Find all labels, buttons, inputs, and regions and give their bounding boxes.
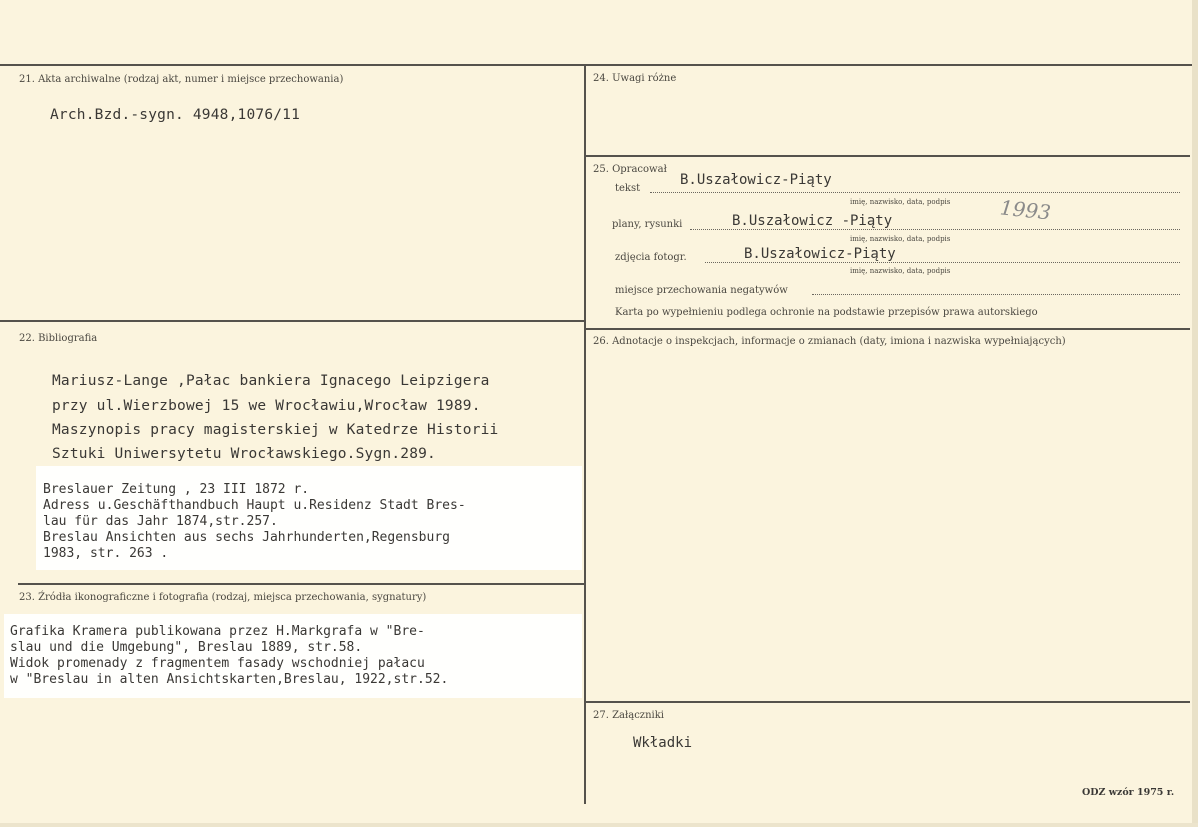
bibliography-line-3: Maszynopis pracy magisterskiej w Katedrze Historii [52,422,499,438]
iconography-line-4: w "Breslau in alten Ansichtskarten,Breslau, 1922,str.52. [10,672,449,687]
divider-24-25 [586,155,1190,157]
pasted-bib-line-2: Adress u.Geschäfthandbuch Haupt u.Residenz Stadt Bres- [43,498,466,513]
top-border [0,64,1192,66]
divider-25-26 [586,328,1190,330]
negatywy-label: miejsce przechowania negatywów [615,285,788,296]
zdjecia-hint: imię, nazwisko, data, podpis [850,267,951,275]
tekst-hint: imię, nazwisko, data, podpis [850,198,951,206]
iconography-line-3: Widok promenady z fragmentem fasady wschodniej pałacu [10,656,425,671]
form-version-footer: ODZ wzór 1975 r. [1082,787,1175,798]
card-edge-bottom [0,823,1198,827]
bibliography-line-4: Sztuki Uniwersytetu Wrocławskiego.Sygn.289. [52,446,436,462]
attachments-value: Wkładki [633,735,693,751]
copyright-note: Karta po wypełnieniu podlega ochronie na podstawie przepisów prawa autorskiego [615,307,1038,318]
card-edge-right [1192,0,1198,827]
divider-21-22 [0,320,584,322]
plany-dotted-line [690,229,1180,230]
divider-22-23 [18,583,584,585]
plany-hint: imię, nazwisko, data, podpis [850,235,951,243]
section-23-label: 23. Źródła ikonograficzne i fotografia (rodzaj, miejsca przechowania, sygnatury) [19,592,427,603]
tekst-dotted-line [650,192,1180,193]
section-26-label: 26. Adnotacje o inspekcjach, informacje o zmianach (daty, imiona i nazwiska wypełniających) [593,336,1066,347]
section-24-label: 24. Uwagi różne [593,73,677,84]
plany-label: plany, rysunki [612,219,683,230]
handwritten-year: 1993 [998,195,1053,225]
section-25-label: 25. Opracował [593,164,667,175]
negatywy-dotted-line [812,294,1180,295]
section-21-label: 21. Akta archiwalne (rodzaj akt, numer i miejsce przechowania) [19,74,344,85]
pasted-bib-line-3: lau für das Jahr 1874,str.257. [43,514,278,529]
pasted-bib-line-5: 1983, str. 263 . [43,546,169,561]
tekst-label: tekst [615,183,641,194]
archival-records-value: Arch.Bzd.-sygn. 4948,1076/11 [50,107,301,123]
bibliography-line-2: przy ul.Wierzbowej 15 we Wrocławiu,Wrocław 1989. [52,398,481,414]
zdjecia-dotted-line [705,262,1180,263]
iconography-line-1: Grafika Kramera publikowana przez H.Markgrafa w "Bre- [10,624,425,639]
pasted-bib-line-1: Breslauer Zeitung , 23 III 1872 r. [43,482,310,497]
bibliography-line-1: Mariusz-Lange ,Pałac bankiera Ignacego Leipzigera [52,373,490,389]
tekst-author-value: B.Uszałowicz-Piąty [680,172,832,188]
iconography-line-2: slau und die Umgebung", Breslau 1889, str.58. [10,640,363,655]
section-22-label: 22. Bibliografia [19,333,98,344]
zdjecia-label: zdjęcia fotogr. [615,252,687,263]
divider-26-27 [586,701,1190,703]
zdjecia-author-value: B.Uszałowicz-Piąty [744,246,896,262]
column-divider [584,64,586,804]
section-27-label: 27. Załączniki [593,710,664,721]
plany-author-value: B.Uszałowicz -Piąty [732,213,893,229]
pasted-bib-line-4: Breslau Ansichten aus sechs Jahrhunderten,Regensburg [43,530,450,545]
